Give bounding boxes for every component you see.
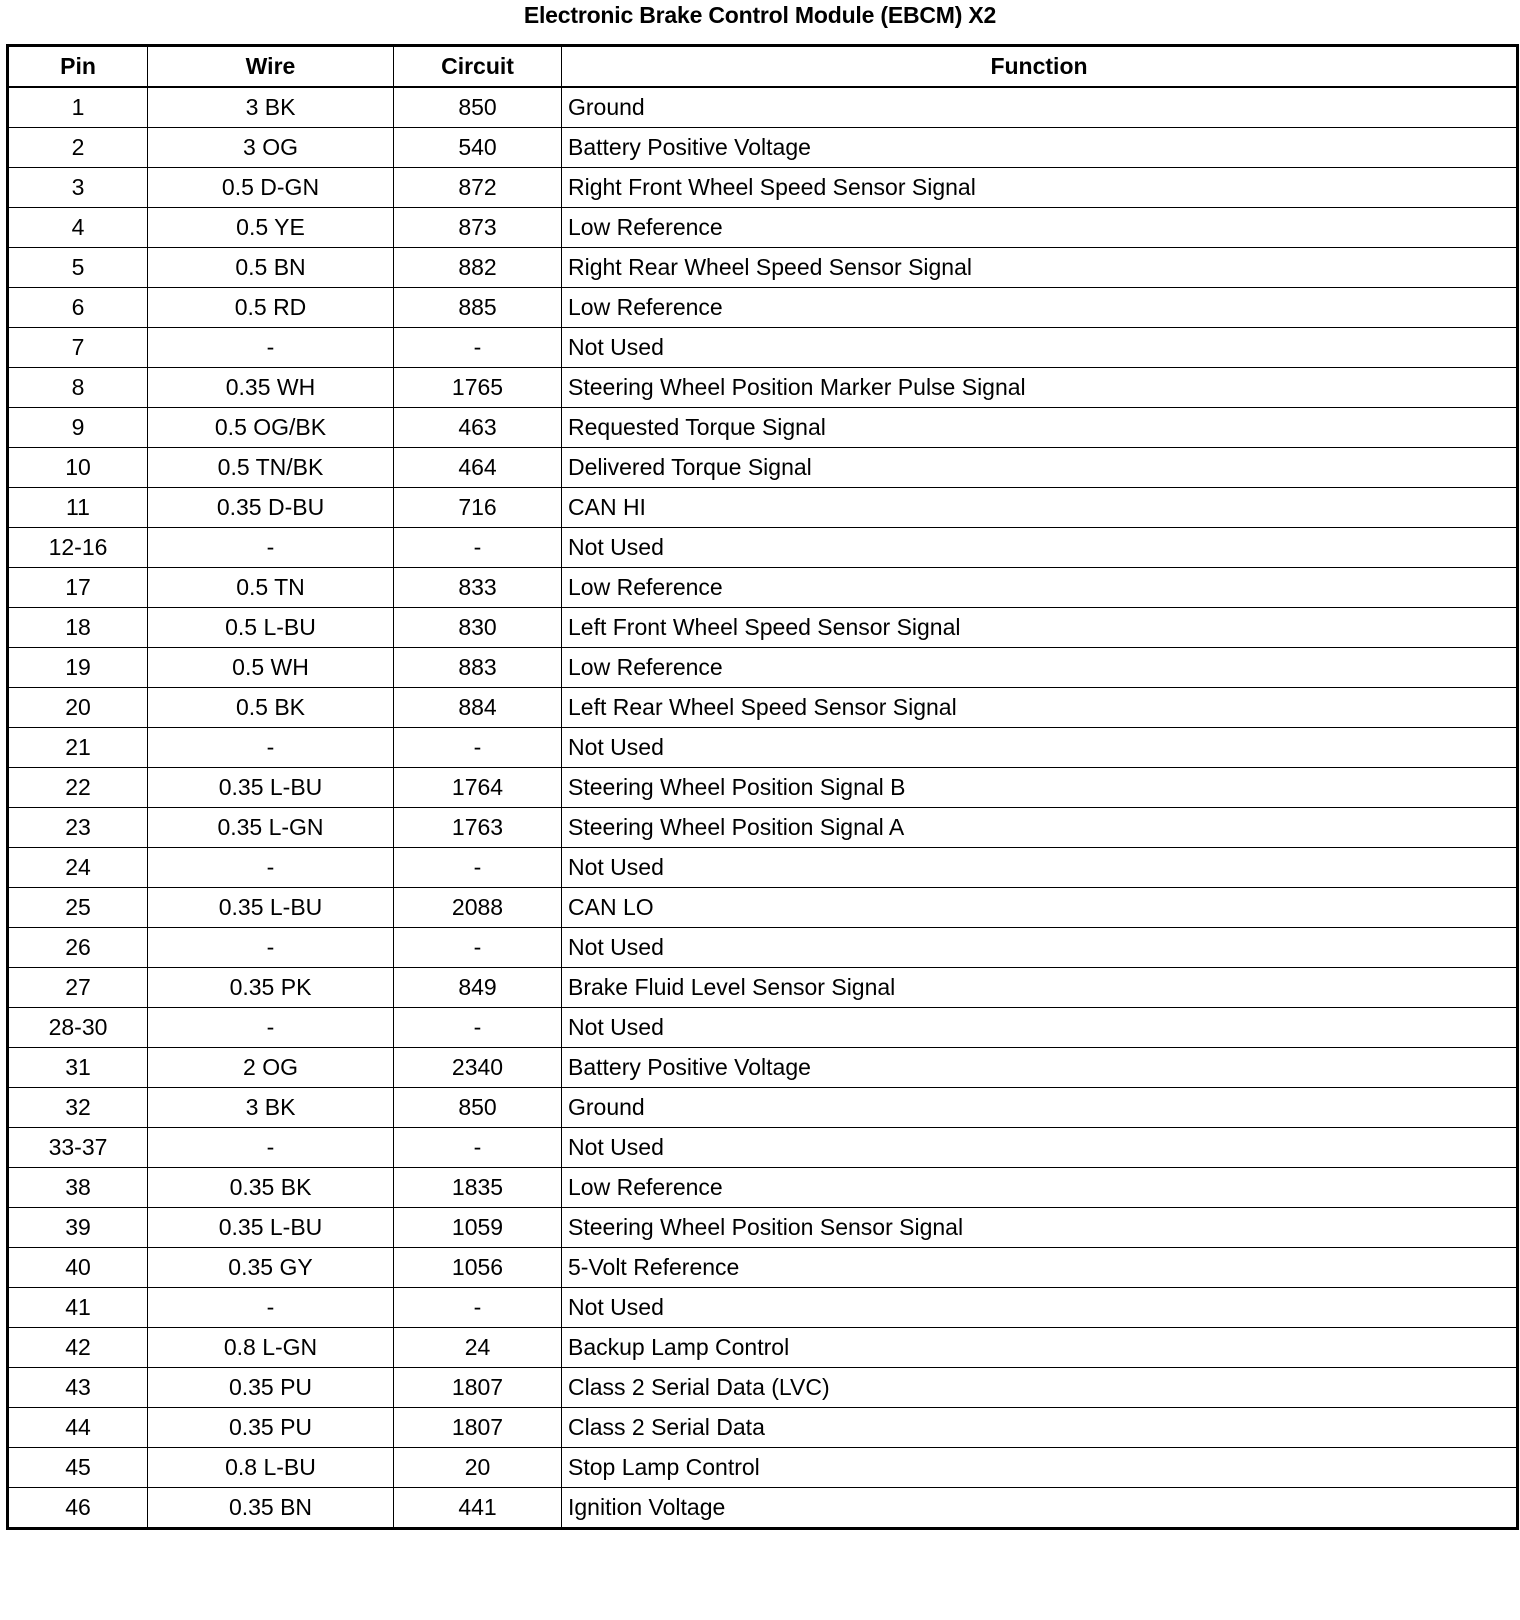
function-cell: Right Front Wheel Speed Sensor Signal [562,168,1518,208]
circuit-cell: 441 [394,1488,562,1529]
pin-cell: 18 [8,608,148,648]
circuit-cell: 830 [394,608,562,648]
pin-cell: 26 [8,928,148,968]
circuit-cell: 882 [394,248,562,288]
table-row [8,808,1518,848]
table-row [8,248,1518,288]
wire-cell: - [148,728,394,768]
function-cell: Not Used [562,1128,1518,1168]
wire-cell: 0.8 L-BU [148,1448,394,1488]
table-row [8,648,1518,688]
function-cell: CAN LO [562,888,1518,928]
wire-cell: 0.35 PU [148,1408,394,1448]
table-row [8,928,1518,968]
header-pin: Pin [8,46,148,88]
function-cell: Steering Wheel Position Signal B [562,768,1518,808]
function-cell: Delivered Torque Signal [562,448,1518,488]
table-row [8,1488,1518,1529]
table-row [8,1048,1518,1088]
pin-cell: 28-30 [8,1008,148,1048]
pin-cell: 39 [8,1208,148,1248]
circuit-cell: 1059 [394,1208,562,1248]
wire-cell: - [148,1288,394,1328]
wire-cell: - [148,1008,394,1048]
wire-cell: 0.35 L-BU [148,768,394,808]
function-cell: Stop Lamp Control [562,1448,1518,1488]
pinout-table [6,44,1519,1530]
pin-cell: 2 [8,128,148,168]
function-cell: 5-Volt Reference [562,1248,1518,1288]
function-cell: Left Front Wheel Speed Sensor Signal [562,608,1518,648]
table-row [8,1208,1518,1248]
function-cell: Ground [562,1088,1518,1128]
pin-cell: 25 [8,888,148,928]
circuit-cell: 885 [394,288,562,328]
wire-cell: 0.5 L-BU [148,608,394,648]
pin-cell: 7 [8,328,148,368]
wire-cell: 0.5 BN [148,248,394,288]
table-row [8,1168,1518,1208]
table-row [8,1088,1518,1128]
pin-cell: 12-16 [8,528,148,568]
table-row [8,448,1518,488]
pin-cell: 43 [8,1368,148,1408]
wire-cell: 3 BK [148,87,394,128]
wire-cell: 0.5 D-GN [148,168,394,208]
table-header-row [8,46,1518,88]
function-cell: Not Used [562,728,1518,768]
pin-cell: 20 [8,688,148,728]
pin-cell: 31 [8,1048,148,1088]
table-row [8,968,1518,1008]
table-row [8,208,1518,248]
wire-cell: - [148,528,394,568]
wire-cell: 0.8 L-GN [148,1328,394,1368]
function-cell: CAN HI [562,488,1518,528]
wire-cell: 0.35 WH [148,368,394,408]
function-cell: Class 2 Serial Data [562,1408,1518,1448]
table-row [8,688,1518,728]
table-row [8,568,1518,608]
function-cell: Steering Wheel Position Marker Pulse Signal [562,368,1518,408]
pin-cell: 11 [8,488,148,528]
circuit-cell: 833 [394,568,562,608]
function-cell: Battery Positive Voltage [562,128,1518,168]
pin-cell: 1 [8,87,148,128]
pin-cell: 22 [8,768,148,808]
wire-cell: 0.5 YE [148,208,394,248]
pin-cell: 4 [8,208,148,248]
wire-cell: 0.35 PK [148,968,394,1008]
wire-cell: 0.35 D-BU [148,488,394,528]
pin-cell: 10 [8,448,148,488]
function-cell: Not Used [562,328,1518,368]
pin-cell: 9 [8,408,148,448]
circuit-cell: 883 [394,648,562,688]
function-cell: Low Reference [562,1168,1518,1208]
wire-cell: 0.35 PU [148,1368,394,1408]
function-cell: Right Rear Wheel Speed Sensor Signal [562,248,1518,288]
table-row [8,1248,1518,1288]
table-row [8,1128,1518,1168]
pin-cell: 8 [8,368,148,408]
function-cell: Not Used [562,928,1518,968]
circuit-cell: 849 [394,968,562,1008]
table-row [8,128,1518,168]
wire-cell: - [148,848,394,888]
table-row [8,848,1518,888]
wire-cell: 0.5 RD [148,288,394,328]
circuit-cell: 873 [394,208,562,248]
header-wire: Wire [148,46,394,88]
wire-cell: 3 BK [148,1088,394,1128]
wire-cell: 0.35 L-BU [148,888,394,928]
function-cell: Class 2 Serial Data (LVC) [562,1368,1518,1408]
wire-cell: - [148,928,394,968]
wire-cell: 0.35 BK [148,1168,394,1208]
pin-cell: 6 [8,288,148,328]
pin-cell: 46 [8,1488,148,1529]
wire-cell: - [148,1128,394,1168]
wire-cell: 3 OG [148,128,394,168]
circuit-cell: 540 [394,128,562,168]
table-row [8,1408,1518,1448]
function-cell: Backup Lamp Control [562,1328,1518,1368]
wire-cell: 0.35 BN [148,1488,394,1529]
function-cell: Ignition Voltage [562,1488,1518,1529]
wire-cell: 0.35 GY [148,1248,394,1288]
circuit-cell: 872 [394,168,562,208]
circuit-cell: 1763 [394,808,562,848]
page-title: Electronic Brake Control Module (EBCM) X2 [523,2,997,28]
function-cell: Battery Positive Voltage [562,1048,1518,1088]
table-row [8,888,1518,928]
header-circuit: Circuit [394,46,562,88]
circuit-cell: - [394,928,562,968]
wire-cell: 0.5 WH [148,648,394,688]
function-cell: Low Reference [562,568,1518,608]
header-function: Function [562,46,1518,88]
wire-cell: 0.5 BK [148,688,394,728]
pin-cell: 27 [8,968,148,1008]
table-row [8,408,1518,448]
circuit-cell: 716 [394,488,562,528]
circuit-cell: - [394,528,562,568]
table-row [8,288,1518,328]
circuit-cell: 20 [394,1448,562,1488]
table-row [8,1288,1518,1328]
circuit-cell: 24 [394,1328,562,1368]
function-cell: Low Reference [562,288,1518,328]
table-row [8,1368,1518,1408]
table-row [8,368,1518,408]
pin-cell: 33-37 [8,1128,148,1168]
circuit-cell: - [394,1008,562,1048]
circuit-cell: 850 [394,87,562,128]
table-row [8,608,1518,648]
pin-cell: 42 [8,1328,148,1368]
function-cell: Brake Fluid Level Sensor Signal [562,968,1518,1008]
function-cell: Not Used [562,848,1518,888]
pin-cell: 5 [8,248,148,288]
pin-cell: 40 [8,1248,148,1288]
table-row [8,768,1518,808]
function-cell: Steering Wheel Position Sensor Signal [562,1208,1518,1248]
function-cell: Requested Torque Signal [562,408,1518,448]
wire-cell: 0.35 L-GN [148,808,394,848]
circuit-cell: - [394,728,562,768]
table-row [8,328,1518,368]
circuit-cell: - [394,848,562,888]
function-cell: Steering Wheel Position Signal A [562,808,1518,848]
table-row [8,1008,1518,1048]
function-cell: Low Reference [562,208,1518,248]
pin-cell: 41 [8,1288,148,1328]
table-row [8,1328,1518,1368]
wire-cell: 2 OG [148,1048,394,1088]
pin-cell: 45 [8,1448,148,1488]
wire-cell: - [148,328,394,368]
function-cell: Not Used [562,1288,1518,1328]
wire-cell: 0.5 TN [148,568,394,608]
wire-cell: 0.35 L-BU [148,1208,394,1248]
table-row [8,488,1518,528]
table-row [8,728,1518,768]
function-cell: Not Used [562,528,1518,568]
circuit-cell: 1056 [394,1248,562,1288]
wire-cell: 0.5 OG/BK [148,408,394,448]
circuit-cell: 850 [394,1088,562,1128]
circuit-cell: 2088 [394,888,562,928]
function-cell: Ground [562,87,1518,128]
pin-cell: 32 [8,1088,148,1128]
pin-cell: 44 [8,1408,148,1448]
circuit-cell: 1764 [394,768,562,808]
circuit-cell: 1765 [394,368,562,408]
circuit-cell: 464 [394,448,562,488]
pin-cell: 21 [8,728,148,768]
table-row [8,168,1518,208]
circuit-cell: 1835 [394,1168,562,1208]
circuit-cell: - [394,1128,562,1168]
function-cell: Not Used [562,1008,1518,1048]
pin-cell: 3 [8,168,148,208]
pin-cell: 24 [8,848,148,888]
circuit-cell: 884 [394,688,562,728]
table-row [8,87,1518,128]
circuit-cell: 463 [394,408,562,448]
pin-cell: 19 [8,648,148,688]
table-row [8,1448,1518,1488]
function-cell: Left Rear Wheel Speed Sensor Signal [562,688,1518,728]
circuit-cell: 2340 [394,1048,562,1088]
pin-cell: 38 [8,1168,148,1208]
table-row [8,528,1518,568]
circuit-cell: 1807 [394,1408,562,1448]
circuit-cell: - [394,328,562,368]
pin-cell: 23 [8,808,148,848]
pin-cell: 17 [8,568,148,608]
circuit-cell: - [394,1288,562,1328]
table-body [8,87,1518,1529]
function-cell: Low Reference [562,648,1518,688]
circuit-cell: 1807 [394,1368,562,1408]
wire-cell: 0.5 TN/BK [148,448,394,488]
